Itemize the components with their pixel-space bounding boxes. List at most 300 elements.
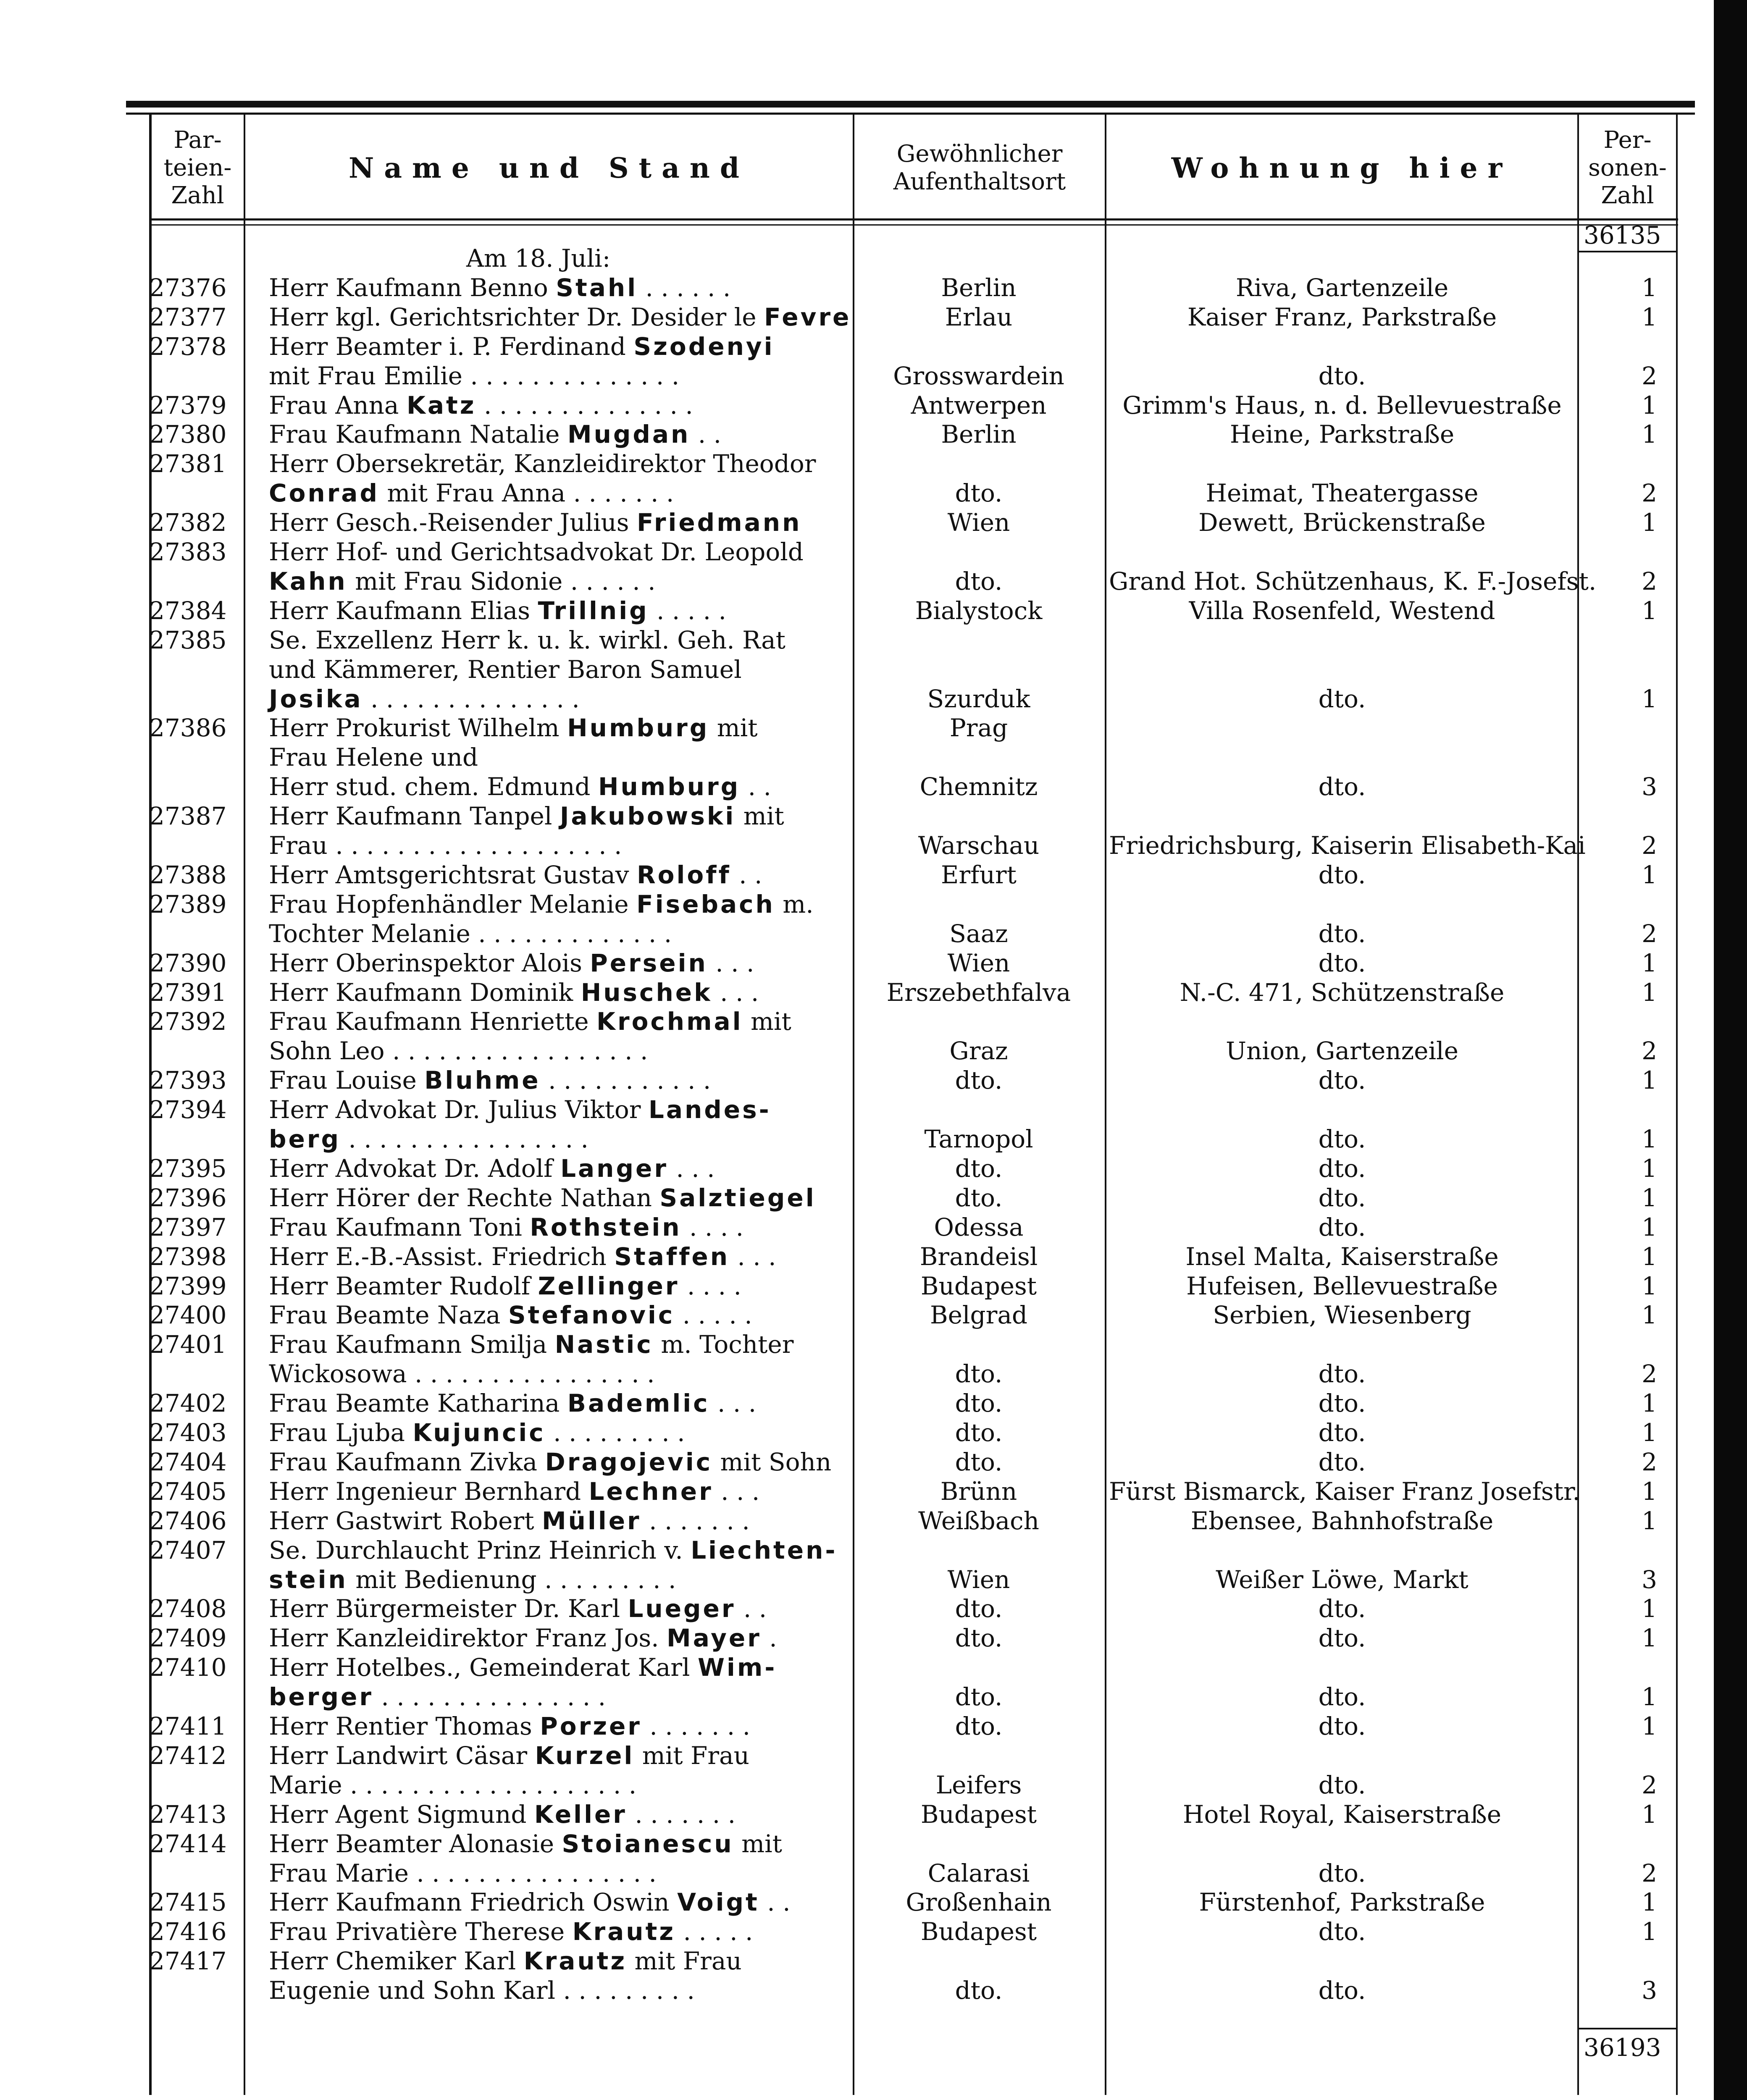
stand-text: Frau Beamte Katharina: [269, 1389, 567, 1418]
name-und-stand-cell: [269, 860, 836, 890]
header-name-und-stand: Name und Stand: [348, 152, 750, 184]
stand-text: Herr Hörer der Rechte Nathan: [269, 1183, 660, 1212]
stand-suffix: . . .: [712, 978, 759, 1007]
parteien-zahl-cell: 27398: [149, 1242, 227, 1271]
aufenthaltsort-cell: Budapest: [920, 1271, 1037, 1300]
name-und-stand-cell: [269, 1007, 836, 1036]
wohnung-cell: Riva, Gartenzeile: [1235, 273, 1449, 302]
name-und-stand-cell: [269, 244, 836, 273]
table-row: [0, 743, 1714, 772]
aufenthaltsort-cell: dto.: [955, 1389, 1003, 1418]
personen-zahl-cell: 1: [1642, 1301, 1657, 1330]
aufenthaltsort-cell: Berlin: [941, 273, 1017, 302]
wohnung-cell: Kaiser Franz, Parkstraße: [1187, 302, 1497, 331]
table-row: [0, 1242, 1714, 1271]
surname: Stefanovic: [508, 1301, 675, 1330]
stand-text: Herr Prokurist Wilhelm: [269, 714, 567, 743]
personen-zahl-cell: 1: [1642, 1477, 1657, 1506]
stand-text: Herr Ingenieur Bernhard: [269, 1477, 589, 1506]
wohnung-cell: dto.: [1318, 1447, 1366, 1476]
wohnung-cell: Friedrichsburg, Kaiserin Elisabeth-Kai: [1109, 831, 1586, 860]
stand-text: Frau Beamte Naza: [269, 1301, 508, 1330]
name-und-stand-cell: [269, 361, 836, 391]
name-und-stand-cell: [269, 567, 836, 596]
wohnung-cell: dto.: [1318, 1858, 1366, 1887]
table-row: [0, 244, 1714, 273]
surname: Mayer: [667, 1624, 762, 1653]
aufenthaltsort-cell: Saaz: [949, 919, 1008, 948]
stand-suffix: .: [761, 1624, 777, 1653]
table-row: [0, 478, 1714, 508]
parteien-zahl-cell: 27389: [149, 890, 227, 919]
stand-text: Herr Chemiker Karl: [269, 1947, 524, 1976]
stand-text: Herr Beamter Rudolf: [269, 1271, 538, 1300]
surname: Porzer: [540, 1712, 642, 1740]
stand-text: Herr Advokat Dr. Adolf: [269, 1154, 561, 1183]
name-und-stand-cell: [269, 1653, 836, 1682]
parteien-zahl-cell: 27386: [149, 714, 227, 743]
aufenthaltsort-cell: Budapest: [920, 1917, 1037, 1946]
table-row: [0, 361, 1714, 391]
table-row: [0, 1858, 1714, 1888]
table-row: [0, 332, 1714, 361]
personen-zahl-cell: 2: [1642, 919, 1657, 948]
stand-text: Herr Kaufmann Dominik: [269, 978, 581, 1007]
wohnung-cell: Union, Gartenzeile: [1226, 1037, 1458, 1066]
wohnung-cell: dto.: [1318, 1712, 1366, 1740]
table-row: [0, 772, 1714, 801]
surname: Fevre: [764, 302, 851, 331]
personen-zahl-cell: 1: [1642, 1125, 1657, 1153]
surname: Voigt: [677, 1888, 759, 1917]
name-und-stand-cell: [269, 1594, 836, 1623]
surname: Zellinger: [538, 1271, 680, 1300]
parteien-zahl-cell: 27376: [149, 273, 227, 302]
wohnung-cell: Ebensee, Bahnhofstraße: [1190, 1506, 1494, 1535]
parteien-zahl-cell: 27408: [149, 1594, 227, 1623]
stand-text: und Kämmerer, Rentier Baron Samuel: [269, 655, 742, 684]
stand-suffix: m.: [775, 890, 814, 919]
stand-suffix: mit: [709, 714, 758, 743]
carry-in-total: 36135: [1584, 221, 1661, 249]
stand-suffix: . . . . . . . . . . . . . . . .: [340, 1125, 588, 1153]
personen-zahl-cell: 1: [1642, 1066, 1657, 1095]
parteien-zahl-cell: 27417: [149, 1947, 227, 1976]
wohnung-cell: Hufeisen, Bellevuestraße: [1186, 1271, 1498, 1300]
sum-rule: [1579, 2028, 1676, 2029]
surname: Rothstein: [530, 1213, 682, 1242]
parteien-zahl-cell: 27380: [149, 420, 227, 449]
aufenthaltsort-cell: Brünn: [940, 1477, 1017, 1506]
stand-text: Herr Landwirt Cäsar: [269, 1741, 535, 1770]
table-row: [0, 1976, 1714, 2005]
aufenthaltsort-cell: dto.: [955, 1418, 1003, 1447]
header-wohnung-hier: Wohnung hier: [1171, 152, 1513, 184]
name-und-stand-cell: [269, 1800, 836, 1829]
top-rule: [126, 101, 1695, 108]
stand-text: Frau Kaufmann Henriette: [269, 1007, 597, 1036]
stand-text: Herr kgl. Gerichtsrichter Dr. Desider le: [269, 302, 764, 331]
table-row: [0, 860, 1714, 890]
surname: Roloff: [636, 860, 731, 889]
personen-zahl-cell: 1: [1642, 596, 1657, 625]
surname: Staffen: [614, 1242, 730, 1271]
table-row: [0, 919, 1714, 948]
wohnung-cell: dto.: [1318, 1360, 1366, 1389]
name-und-stand-cell: [269, 1066, 836, 1095]
personen-zahl-cell: 1: [1642, 1506, 1657, 1535]
table-row: [0, 1154, 1714, 1183]
parteien-zahl-cell: 27402: [149, 1389, 227, 1418]
personen-zahl-cell: 1: [1642, 302, 1657, 331]
personen-zahl-cell: 1: [1642, 273, 1657, 302]
table-row: [0, 1741, 1714, 1770]
personen-zahl-cell: 1: [1642, 978, 1657, 1007]
personen-zahl-cell: 1: [1642, 508, 1657, 537]
stand-text: Frau Kaufmann Zivka: [269, 1447, 545, 1476]
name-und-stand-cell: [269, 1300, 836, 1330]
wohnung-cell: dto.: [1318, 1917, 1366, 1946]
stand-text: Herr Bürgermeister Dr. Karl: [269, 1594, 628, 1623]
name-und-stand-cell: [269, 1418, 836, 1447]
surname: Jakubowski: [560, 802, 736, 831]
parteien-zahl-cell: 27412: [149, 1741, 227, 1770]
parteien-zahl-cell: 27395: [149, 1154, 227, 1183]
parteien-zahl-cell: 27403: [149, 1418, 227, 1447]
stand-text: Se. Durchlaucht Prinz Heinrich v.: [269, 1536, 691, 1564]
header-aufenthaltsort: Gewöhnlicher Aufenthaltsort: [893, 140, 1066, 195]
wohnung-cell: Weißer Löwe, Markt: [1216, 1565, 1469, 1594]
aufenthaltsort-cell: Antwerpen: [911, 391, 1047, 420]
table-row: [0, 684, 1714, 714]
table-row: [0, 1594, 1714, 1623]
aufenthaltsort-cell: Odessa: [934, 1213, 1024, 1242]
aufenthaltsort-cell: Großenhain: [906, 1888, 1052, 1917]
wohnung-cell: dto.: [1318, 1683, 1366, 1712]
parteien-zahl-cell: 27377: [149, 302, 227, 331]
aufenthaltsort-cell: dto.: [955, 1447, 1003, 1476]
stand-suffix: mit: [736, 802, 784, 831]
stand-text: Herr Gesch.-Reisender Julius: [269, 508, 637, 537]
surname: Fisebach: [636, 890, 775, 919]
parteien-zahl-cell: 27413: [149, 1800, 227, 1829]
table-row: [0, 1653, 1714, 1682]
wohnung-cell: Fürst Bismarck, Kaiser Franz Josefstr.: [1109, 1477, 1580, 1506]
table-row: [0, 273, 1714, 302]
name-und-stand-cell: [269, 1242, 836, 1271]
personen-zahl-cell: 1: [1642, 948, 1657, 977]
name-und-stand-cell: [269, 1682, 836, 1712]
table-row: [0, 890, 1714, 919]
parteien-zahl-cell: 27383: [149, 538, 227, 566]
stand-suffix: . . . . . . . . . . . . . .: [476, 391, 693, 420]
surname: Friedmann: [636, 508, 802, 537]
parteien-zahl-cell: 27414: [149, 1829, 227, 1858]
carry-out-total: 36193: [1584, 2033, 1661, 2062]
aufenthaltsort-cell: dto.: [955, 1594, 1003, 1623]
parteien-zahl-cell: 27404: [149, 1447, 227, 1476]
parteien-zahl-cell: 27393: [149, 1066, 227, 1095]
top-rule-thin: [126, 113, 1695, 115]
stand-text: Frau Kaufmann Natalie: [269, 420, 567, 449]
surname: Humburg: [567, 714, 709, 743]
wohnung-cell: Grimm's Haus, n. d. Bellevuestraße: [1122, 391, 1562, 420]
stand-text: Frau . . . . . . . . . . . . . . . . . . .: [269, 831, 622, 860]
stand-text: Herr Gastwirt Robert: [269, 1506, 542, 1535]
surname: Krochmal: [596, 1007, 743, 1036]
stand-suffix: . . . .: [679, 1271, 741, 1300]
parteien-zahl-cell: 27390: [149, 948, 227, 977]
surname: Mugdan: [567, 420, 691, 449]
parteien-zahl-cell: 27401: [149, 1330, 227, 1359]
name-und-stand-cell: [269, 684, 836, 714]
aufenthaltsort-cell: Erlau: [945, 302, 1013, 331]
aufenthaltsort-cell: dto.: [955, 1360, 1003, 1389]
stand-text: Frau Kaufmann Smilja: [269, 1330, 555, 1359]
wohnung-cell: dto.: [1318, 1594, 1366, 1623]
parteien-zahl-cell: 27411: [149, 1712, 227, 1740]
stand-text: Frau Helene und: [269, 743, 478, 772]
table-row: [0, 1887, 1714, 1917]
personen-zahl-cell: 1: [1642, 1624, 1657, 1653]
stand-suffix: mit Bedienung . . . . . . . . .: [347, 1565, 676, 1594]
scan-page-edge: [1714, 0, 1747, 2100]
parteien-zahl-cell: 27391: [149, 978, 227, 1007]
wohnung-cell: Villa Rosenfeld, Westend: [1189, 596, 1495, 625]
personen-zahl-cell: 3: [1642, 772, 1657, 801]
aufenthaltsort-cell: Wien: [947, 508, 1010, 537]
parteien-zahl-cell: 27416: [149, 1917, 227, 1946]
table-row: [0, 978, 1714, 1007]
table-row: [0, 420, 1714, 449]
surname: Szodenyi: [633, 332, 775, 361]
personen-zahl-cell: 1: [1642, 1213, 1657, 1242]
personen-zahl-cell: 1: [1642, 1183, 1657, 1212]
stand-text: Frau Hopfenhändler Melanie: [269, 890, 637, 919]
personen-zahl-cell: 1: [1642, 1917, 1657, 1946]
header-rule: [149, 218, 1678, 220]
personen-zahl-cell: 1: [1642, 684, 1657, 713]
personen-zahl-cell: 1: [1642, 1271, 1657, 1300]
stand-text: Herr Beamter Alonasie: [269, 1829, 562, 1858]
wohnung-cell: Heine, Parkstraße: [1229, 420, 1455, 449]
aufenthaltsort-cell: Berlin: [941, 420, 1017, 449]
name-und-stand-cell: [269, 537, 836, 567]
table-row: [0, 1389, 1714, 1418]
aufenthaltsort-cell: Wien: [947, 1565, 1010, 1594]
name-und-stand-cell: [269, 978, 836, 1007]
surname: Nastic: [554, 1330, 653, 1359]
surname: Kahn: [269, 567, 347, 596]
stand-text: Herr Amtsgerichtsrat Gustav: [269, 860, 637, 889]
stand-text: Herr Hof- und Gerichtsadvokat Dr. Leopold: [269, 538, 804, 566]
name-und-stand-cell: [269, 1154, 836, 1183]
personen-zahl-cell: 1: [1642, 1594, 1657, 1623]
aufenthaltsort-cell: Leifers: [935, 1770, 1022, 1799]
stand-suffix: . .: [759, 1888, 791, 1917]
aufenthaltsort-cell: dto.: [955, 1683, 1003, 1712]
table-row: [0, 1007, 1714, 1036]
wohnung-cell: dto.: [1318, 684, 1366, 713]
stand-suffix: . . . . .: [649, 596, 726, 625]
stand-text: Herr Kaufmann Elias: [269, 596, 538, 625]
personen-zahl-cell: 2: [1642, 1447, 1657, 1476]
table-row: [0, 1036, 1714, 1066]
parteien-zahl-cell: 27415: [149, 1888, 227, 1917]
wohnung-cell: N.-C. 471, Schützenstraße: [1180, 978, 1505, 1007]
surname: Lueger: [628, 1594, 736, 1623]
name-und-stand-cell: [269, 948, 836, 978]
wohnung-cell: dto.: [1318, 1125, 1366, 1153]
name-und-stand-cell: [269, 508, 836, 537]
name-und-stand-cell: [269, 596, 836, 625]
name-und-stand-cell: [269, 1330, 836, 1359]
stand-suffix: . . . . . . .: [641, 1712, 751, 1740]
stand-suffix: . . . . . . . . . . . . . . .: [373, 1683, 606, 1712]
aufenthaltsort-cell: dto.: [955, 1154, 1003, 1183]
wohnung-cell: dto.: [1318, 772, 1366, 801]
name-und-stand-cell: [269, 1946, 836, 1976]
name-und-stand-cell: [269, 391, 836, 420]
wohnung-cell: dto.: [1318, 1389, 1366, 1418]
name-und-stand-cell: [269, 478, 836, 508]
stand-suffix: . .: [690, 420, 722, 449]
name-und-stand-cell: [269, 1036, 836, 1066]
name-und-stand-cell: [269, 801, 836, 831]
header-parteien-zahl: Par- teien- Zahl: [163, 126, 232, 209]
table-row: [0, 1418, 1714, 1447]
surname: Huschek: [581, 978, 712, 1007]
stand-suffix: . . .: [730, 1242, 776, 1271]
surname: Langer: [560, 1154, 668, 1183]
surname: Bademlic: [567, 1389, 710, 1418]
personen-zahl-cell: 1: [1642, 860, 1657, 889]
name-und-stand-cell: [269, 420, 836, 449]
name-und-stand-cell: [269, 1623, 836, 1653]
stand-text: Herr Agent Sigmund: [269, 1800, 534, 1829]
surname: Dragojevic: [545, 1447, 713, 1476]
wohnung-cell: dto.: [1318, 361, 1366, 390]
parteien-zahl-cell: 27409: [149, 1624, 227, 1653]
parteien-zahl-cell: 27394: [149, 1095, 227, 1124]
table-row: [0, 1946, 1714, 1976]
surname: berg: [269, 1125, 341, 1153]
name-und-stand-cell: [269, 831, 836, 860]
parteien-zahl-cell: 27387: [149, 802, 227, 831]
parteien-zahl-cell: 27384: [149, 596, 227, 625]
wohnung-cell: Heimat, Theatergasse: [1206, 479, 1479, 508]
name-und-stand-cell: [269, 449, 836, 478]
parteien-zahl-cell: 27388: [149, 860, 227, 889]
stand-suffix: . . . . . .: [638, 273, 731, 302]
parteien-zahl-cell: 27381: [149, 449, 227, 478]
aufenthaltsort-cell: Calarasi: [927, 1858, 1030, 1887]
stand-suffix: . . . . . . . . . . .: [540, 1066, 711, 1095]
table-row: [0, 1917, 1714, 1946]
stand-text: Eugenie und Sohn Karl . . . . . . . . .: [269, 1976, 695, 2005]
personen-zahl-cell: 2: [1642, 1770, 1657, 1799]
parteien-zahl-cell: 27378: [149, 332, 227, 361]
personen-zahl-cell: 1: [1642, 1242, 1657, 1271]
table-row: [0, 449, 1714, 478]
aufenthaltsort-cell: Prag: [949, 714, 1008, 743]
personen-zahl-cell: 1: [1642, 1888, 1657, 1917]
table-row: [0, 596, 1714, 625]
name-und-stand-cell: [269, 273, 836, 302]
parteien-zahl-cell: 27385: [149, 625, 227, 654]
name-und-stand-cell: [269, 713, 836, 743]
wohnung-cell: Serbien, Wiesenberg: [1213, 1301, 1471, 1330]
name-und-stand-cell: [269, 1389, 836, 1418]
stand-text: Sohn Leo . . . . . . . . . . . . . . . . .: [269, 1037, 648, 1066]
table-row: [0, 1565, 1714, 1594]
stand-suffix: . . .: [713, 1477, 760, 1506]
stand-suffix: . . .: [707, 948, 754, 977]
stand-suffix: . . . . . . . . .: [545, 1418, 685, 1447]
stand-text: Se. Exzellenz Herr k. u. k. wirkl. Geh. Rat: [269, 625, 785, 654]
surname: Krautz: [523, 1947, 627, 1976]
name-und-stand-cell: [269, 1477, 836, 1506]
surname: Stoianescu: [562, 1829, 734, 1858]
stand-suffix: mit Frau: [627, 1947, 742, 1976]
table-row: [0, 567, 1714, 596]
table-row: [0, 1623, 1714, 1653]
stand-suffix: . . . . .: [675, 1917, 753, 1946]
table-row: [0, 1506, 1714, 1536]
stand-suffix: . . . . . . . . . . . . . .: [363, 684, 580, 713]
parteien-zahl-cell: 27400: [149, 1301, 227, 1330]
name-und-stand-cell: [269, 1917, 836, 1946]
wohnung-cell: dto.: [1318, 1770, 1366, 1799]
table-row: [0, 391, 1714, 420]
stand-suffix: . .: [740, 772, 771, 801]
name-und-stand-cell: [269, 1536, 836, 1565]
stand-text: Tochter Melanie . . . . . . . . . . . . .: [269, 919, 672, 948]
personen-zahl-cell: 3: [1642, 1565, 1657, 1594]
table-row: [0, 948, 1714, 978]
stand-suffix: mit Frau: [634, 1741, 749, 1770]
name-und-stand-cell: [269, 332, 836, 361]
stand-text: Herr Rentier Thomas: [269, 1712, 540, 1740]
personen-zahl-cell: 2: [1642, 831, 1657, 860]
surname: Lechner: [588, 1477, 713, 1506]
table-row: [0, 1800, 1714, 1829]
aufenthaltsort-cell: dto.: [955, 1712, 1003, 1740]
stand-text: Frau Privatière Therese: [269, 1917, 573, 1946]
name-und-stand-cell: [269, 1271, 836, 1301]
name-und-stand-cell: [269, 1565, 836, 1594]
name-und-stand-cell: [269, 743, 836, 772]
stand-text: Herr Hotelbes., Gemeinderat Karl: [269, 1653, 698, 1682]
stand-text: Wickosowa . . . . . . . . . . . . . . . .: [269, 1360, 655, 1389]
table-row: [0, 831, 1714, 860]
table-row: [0, 801, 1714, 831]
aufenthaltsort-cell: Belgrad: [930, 1301, 1028, 1330]
personen-zahl-cell: 2: [1642, 1360, 1657, 1389]
aufenthaltsort-cell: Brandeisl: [919, 1242, 1038, 1271]
stand-text: Herr stud. chem. Edmund: [269, 772, 598, 801]
surname: Kujuncic: [412, 1418, 546, 1447]
name-und-stand-cell: [269, 1829, 836, 1858]
stand-suffix: mit: [743, 1007, 791, 1036]
personen-zahl-cell: 2: [1642, 567, 1657, 596]
name-und-stand-cell: [269, 625, 836, 655]
wohnung-cell: dto.: [1318, 948, 1366, 977]
surname: Krautz: [572, 1917, 676, 1946]
personen-zahl-cell: 1: [1642, 420, 1657, 449]
stand-text: Frau Marie . . . . . . . . . . . . . . . .: [269, 1858, 657, 1887]
name-und-stand-cell: [269, 1887, 836, 1917]
